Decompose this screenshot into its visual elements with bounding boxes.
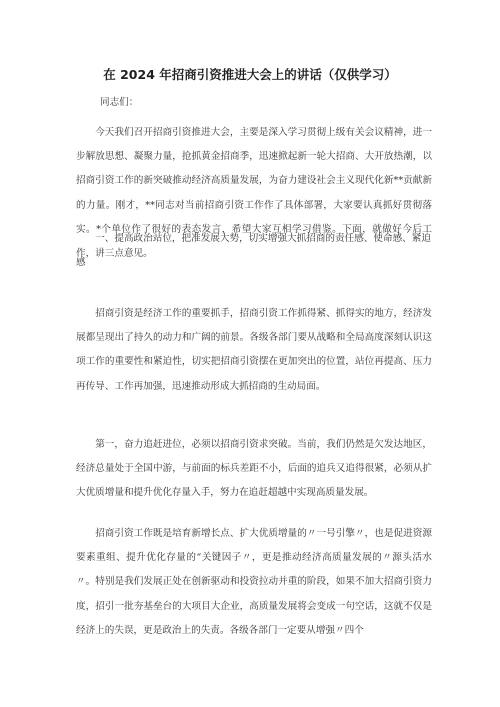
document-title: 在 2024 年招商引资推进大会上的讲话（仅供学习）: [103, 67, 397, 82]
paragraph-engine: 招商引资工作既是培育新增长点、扩大优质增量的〃一号引擎〃，也是促进资源要素重组、提升优化存量的“关键因子〃，更是推动经济高质量发展的〃源头活水〃。特别是我们发展正处在创新驱动和投资拉动并重的阶段，如果不加大招商引资力度，招引一批夯基垒台的大项目大企业，高质量发展将会变成一句空话，这就不仅是经济上的失误，更是政治上的失责。各级各部门一定要从增强〃四个: [76, 528, 432, 636]
paragraph-first-point: 第一，奋力追赶进位，必须以招商引资求突破。当前，我们仍然是欠发达地区，经济总量处于全国中游，与前面的标兵差距不小，后面的追兵又追得很紧，必须从扩大优质增量和提升优化存量入手，努力在追赶超越中实现高质量发展。: [76, 439, 432, 499]
section-heading-1: 一、提高政治站位，把准发展大势，切实增强大抓招商的责任感、使命感、紧迫感: [76, 233, 431, 269]
paragraph-intro: 今天我们召开招商引资推进大会，主要是深入学习贯彻上级有关会议精神，进一步解放思想、凝聚力量，抢抓黄金招商季，迅速掀起新一轮大招商、大开放热潮，以招商引资工作的新突破推动经济高质量发展，为奋力建设社会主义现代化新**贡献新的力量。刚才，**同志对当前招商引资工作作了具体部署，大家要认真抓好贯彻落实。*个单位作了很好的表态发言，希望大家互相学习借鉴。下面，就做好今后工作，讲三点意见。: [76, 127, 432, 260]
salutation: 同志们：: [100, 97, 139, 108]
paragraph-importance: 招商引资是经济工作的重要抓手，招商引资工作抓得紧、抓得实的地方，经济发展都呈现出了持久的动力和广阔的前景。各级各部门要从战略和全局高度深刻认识这项工作的重要性和紧迫性，切实把招商引资摆在更加突出的位置，站位再提高、压力再传导、工作再加强，迅速推动形成大抓招商的生动局面。: [76, 308, 432, 392]
